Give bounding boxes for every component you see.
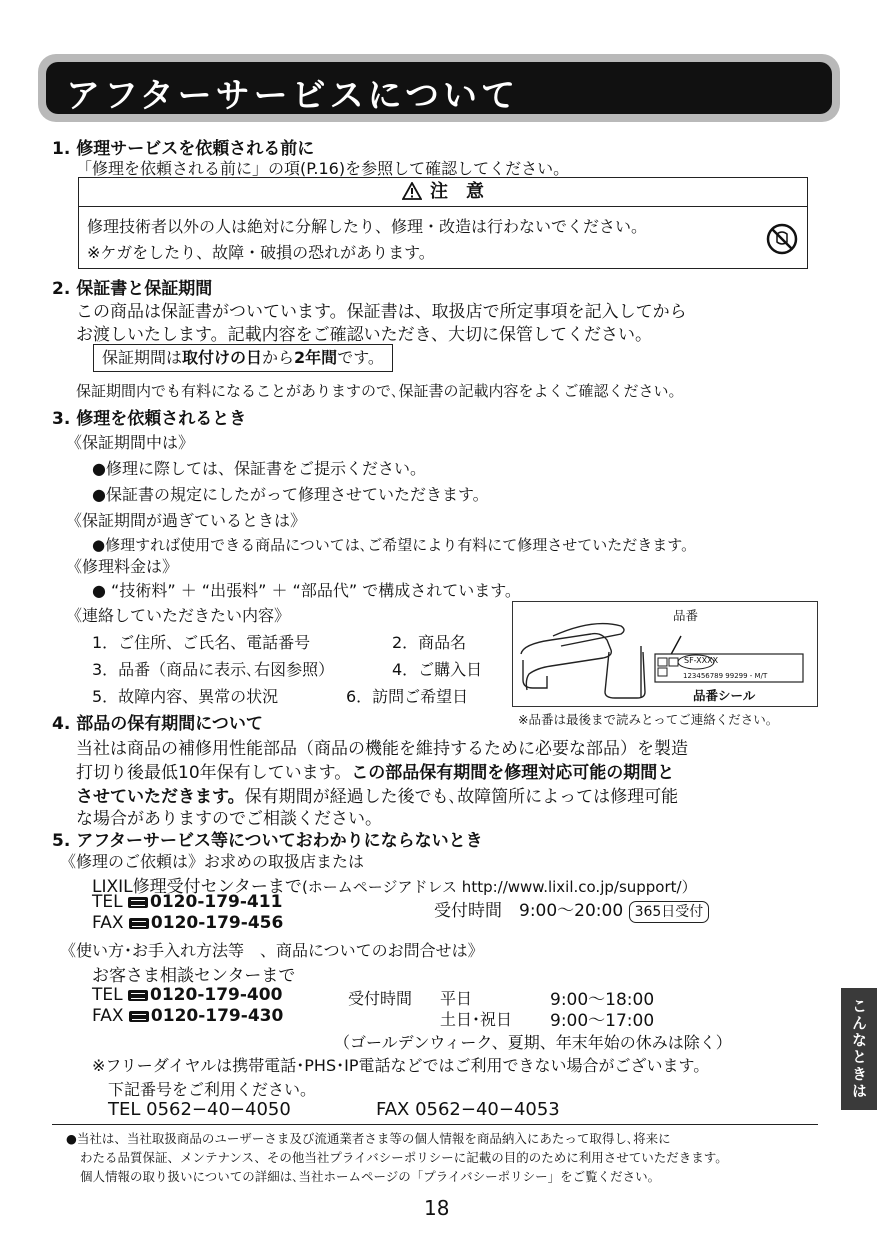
contact-item-3: 3．品番（商品に表示､右図参照） [92, 660, 335, 679]
no-disassembly-icon [765, 222, 799, 260]
figure-note: ※品番は最後まで読みとってご連絡ください。 [518, 712, 779, 727]
caution-line1: 修理技術者以外の人は絶対に分解したり、修理・改造は行わないでください。 [87, 217, 648, 236]
repair-fax [92, 913, 283, 933]
tel-label: TEL [92, 892, 123, 912]
contact-item-4: 4．ご購入日 [392, 660, 483, 679]
repair-center-name: LIXIL修理受付センターまで [92, 877, 302, 897]
alternate-fax: FAX 0562−40−4053 [376, 1099, 560, 1120]
warning-triangle-icon [402, 181, 422, 209]
group-under-warranty: 《保証期間中は》 [66, 433, 195, 452]
privacy-line2: わたる品質保証、メンテナンス、その他当社プライバシーポリシーに記載の目的のために利用させていただきます。 [80, 1150, 728, 1165]
section4-line3b: 保有期間が経過した後でも､故障箇所によっては修理可能 [244, 787, 679, 807]
figure-label-product-number: 品番 [673, 608, 699, 623]
repair-tel-number[interactable]: 0120-179-411 [150, 892, 283, 912]
freedial-note: ※フリーダイヤルは携帯電話･PHS･IP電話などではご利用できない場合がございます。 [92, 1056, 710, 1075]
section4-line2 [76, 758, 674, 783]
repair-fax-number: 0120-179-456 [150, 913, 284, 933]
section4-line2a: 打切り後最低10年保有しています。 [76, 763, 352, 783]
contact-item-5: 5．故障内容、異常の状況 [92, 687, 279, 706]
privacy-line3: 個人情報の取り扱いについての詳細は､当社ホームページの「プライバシーポリシー」をご覧ください。 [80, 1169, 661, 1184]
customer-center: お客さま相談センターまで [92, 966, 296, 986]
section5-heading: 5. アフターサービス等についておわかりにならないとき [52, 831, 483, 851]
page-title: アフターサービスについて [66, 76, 519, 116]
section4-heading: 4. 部品の保有期間について [52, 714, 263, 734]
fax-label: FAX [92, 1006, 124, 1026]
faucet-illustration [513, 602, 817, 706]
warranty-length: 2年間 [294, 348, 338, 367]
warranty-period-box [93, 344, 393, 372]
warranty-pre: 保証期間は [102, 348, 183, 367]
title-banner [38, 54, 840, 122]
section4-line2b: この部品保有期間を修理対応可能の期間と [351, 763, 675, 783]
open-365-badge: 365日受付 [629, 901, 710, 923]
bullet-show-warranty: ●修理に際しては、保証書をご提示ください。 [92, 459, 426, 478]
section3-heading: 3. 修理を依頼されるとき [52, 409, 247, 429]
alternate-number-label: 下記番号をご利用ください。 [108, 1080, 317, 1099]
section2-line1: この商品は保証書がついています。保証書は、取扱店で所定事項を記入してから [76, 302, 687, 322]
contact-item-1: 1．ご住所、ご氏名、電話番号 [92, 633, 311, 652]
caution-line2: ※ケガをしたり、故障・破損の恐れがあります。 [87, 243, 435, 262]
group-repair-request: 《修理のご依頼は》お求めの取扱店または [60, 852, 365, 871]
alternate-tel[interactable]: TEL 0562−40−4050 [108, 1099, 291, 1120]
divider [52, 1124, 818, 1125]
freedial-icon [128, 990, 148, 1001]
seal-number: 123456789 99299 - M/T [683, 672, 768, 680]
group-repair-fee: 《修理料金は》 [66, 557, 179, 576]
repair-hours-value: 9:00～20:00 [519, 901, 624, 921]
closed-days-note: （ゴールデンウィーク、夏期、年末年始の休みは除く） [334, 1033, 732, 1052]
customer-hours-label: 受付時間 [348, 989, 413, 1008]
page-number: 18 [424, 1196, 450, 1220]
section2-line2: お渡しいたします。記載内容をご確認いただき、大切に保管してください。 [76, 325, 652, 345]
repair-center-homepage[interactable]: (ホームページアドレス http://www.lixil.co.jp/support/） [301, 878, 697, 896]
customer-fax [92, 1006, 283, 1026]
repair-tel [92, 892, 282, 912]
section1-heading: 1. 修理サービスを依頼される前に [52, 139, 315, 159]
warranty-post: です。 [337, 348, 384, 367]
privacy-line1: ●当社は、当社取扱商品のユーザーさま及び流通業者さま等の個人情報を商品納入にあたって取得し､将来に [66, 1131, 671, 1146]
side-tab-troubleshooting[interactable]: こんなときは [841, 988, 877, 1110]
weekday-label: 平日 [440, 989, 473, 1008]
section4-line3a: させていただきます。 [76, 787, 245, 807]
group-after-warranty: 《保証期間が過ぎているときは》 [66, 511, 307, 530]
holiday-hours: 9:00～17:00 [550, 1011, 655, 1031]
title-box [46, 62, 832, 114]
holiday-label: 土日･祝日 [440, 1010, 513, 1029]
freedial-icon [129, 918, 149, 929]
weekday-hours: 9:00～18:00 [550, 990, 655, 1010]
product-number-figure [512, 601, 818, 707]
caution-title: 注 意 [430, 181, 484, 202]
bullet-paid-repair: ●修理すれば使用できる商品については､ご希望により有料にて修理させていただきます。 [92, 536, 697, 554]
repair-hours [434, 896, 709, 923]
caution-box [78, 177, 808, 269]
section2-note: 保証期間内でも有料になることがありますので､保証書の記載内容をよくご確認ください。 [76, 382, 684, 400]
customer-tel [92, 985, 282, 1005]
fax-label: FAX [92, 913, 124, 933]
hours-label: 受付時間 [434, 901, 502, 921]
freedial-icon [128, 897, 148, 908]
section2-heading: 2. 保証書と保証期間 [52, 279, 213, 299]
warranty-mid: から [262, 348, 295, 367]
group-usage-inquiry: 《使い方･お手入れ方法等 、商品についてのお問合せは》 [60, 941, 484, 960]
bullet-fee-composition: ● “技術料” ＋ “出張料” ＋ “部品代” で構成されています。 [92, 581, 521, 600]
freedial-icon [129, 1011, 149, 1022]
customer-fax-number: 0120-179-430 [150, 1006, 284, 1026]
section1-text: 「修理を依頼される前に」の項(P.16)を参照して確認してください。 [76, 159, 570, 178]
warranty-start: 取付けの日 [182, 348, 263, 367]
section4-line4: な場合がありますのでご相談ください。 [76, 809, 382, 829]
group-contact-info: 《連絡していただきたい内容》 [66, 606, 291, 625]
contact-item-2: 2．商品名 [392, 633, 467, 652]
contact-item-6: 6．訪問ご希望日 [346, 687, 469, 706]
customer-tel-number[interactable]: 0120-179-400 [150, 985, 283, 1005]
section4-line1: 当社は商品の補修用性能部品（商品の機能を維持するために必要な部品）を製造 [76, 739, 688, 759]
figure-label-seal: 品番シール [693, 688, 756, 703]
caution-header [79, 178, 807, 207]
bullet-repair-terms: ●保証書の規定にしたがって修理させていただきます。 [92, 485, 489, 504]
tel-label: TEL [92, 985, 123, 1005]
seal-code: SF-XXXX [684, 656, 719, 665]
